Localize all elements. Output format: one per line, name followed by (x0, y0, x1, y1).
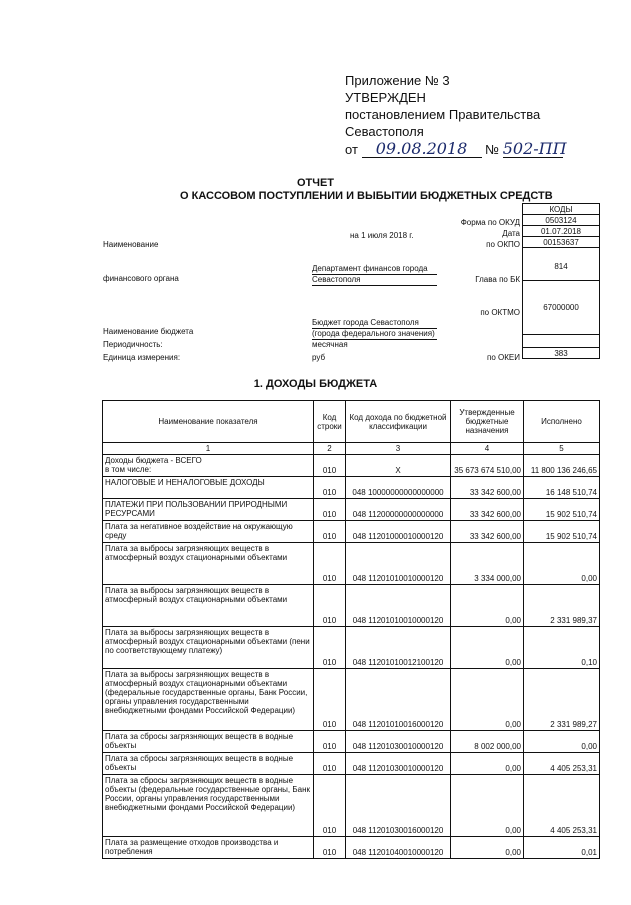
row-name: ПЛАТЕЖИ ПРИ ПОЛЬЗОВАНИИ ПРИРОДНЫМИ РЕСУРСАМИ (103, 499, 314, 521)
table-row (103, 753, 600, 775)
row-code: 010 (314, 837, 346, 859)
okei-value: 383 (523, 348, 600, 359)
row-done: 16 148 510,74 (524, 477, 600, 499)
row-name: Плата за размещение отходов производства и потребления (103, 837, 314, 859)
budget-value (312, 318, 437, 340)
col-header-kbk: Код дохода по бюджетной классификации (346, 401, 451, 443)
row-code: 010 (314, 521, 346, 543)
bk-value: 814 (523, 248, 600, 281)
row-kbk: 048 11201010010000120 (346, 543, 451, 585)
okei-label: по ОКЕИ (487, 353, 520, 362)
row-kbk: 048 11201030010000120 (346, 753, 451, 775)
budget-value-1: Бюджет города Севастополя (312, 318, 437, 329)
fin-organ-value (312, 264, 437, 286)
row-kbk: 048 11201030010000120 (346, 731, 451, 753)
row-done: 4 405 253,31 (524, 753, 600, 775)
date-value: 01.07.2018 (523, 226, 600, 237)
col-header-name: Наименование показателя (103, 401, 314, 443)
period-value: месячная (312, 340, 348, 349)
report-date: на 1 июля 2018 г. (350, 231, 414, 240)
approved-by: постановлением Правительства (345, 107, 541, 122)
row-name: Доходы бюджета - ВСЕГО в том числе: (103, 455, 314, 477)
row-code: 010 (314, 455, 346, 477)
row-kbk: 048 10000000000000000 (346, 477, 451, 499)
row-code: 010 (314, 669, 346, 731)
row-done: 0,10 (524, 627, 600, 669)
name-label: Наименование (103, 240, 159, 249)
budget-value-2: (города федерального значения) (312, 329, 437, 340)
oktmo-value: 67000000 (523, 281, 600, 335)
row-done: 11 800 136 246,65 (524, 455, 600, 477)
row-approved: 0,00 (451, 669, 524, 731)
row-approved: 3 334 000,00 (451, 543, 524, 585)
table-row (103, 731, 600, 753)
row-name: Плата за сбросы загрязняющих веществ в водные объекты (федеральные государственные органы, Банк России, органы управления государственными внебюджетными фондами Российской Федерации) (103, 775, 314, 837)
row-kbk: 048 11201000010000120 (346, 521, 451, 543)
row-kbk: 048 11201010010000120 (346, 585, 451, 627)
period-label: Периодичность: (103, 340, 163, 349)
col-number: 2 (314, 443, 346, 455)
budget-label: Наименование бюджета (103, 327, 194, 336)
fin-organ-value-1: Департамент финансов города (312, 264, 437, 275)
date-label: Дата (502, 229, 520, 238)
col-header-code: Код строки (314, 401, 346, 443)
row-name: Плата за негативное воздействие на окружающую среду (103, 521, 314, 543)
unit-value: руб (312, 353, 326, 362)
approved-label: УТВЕРЖДЕН (345, 90, 426, 105)
row-approved: 0,00 (451, 775, 524, 837)
col-header-approved: Утвержденные бюджетные назначения (451, 401, 524, 443)
table-row (103, 543, 600, 585)
row-done: 0,01 (524, 837, 600, 859)
row-approved: 33 342 600,00 (451, 499, 524, 521)
row-done: 0,00 (524, 543, 600, 585)
row-done: 15 902 510,74 (524, 521, 600, 543)
income-rows (103, 455, 600, 859)
row-kbk: X (346, 455, 451, 477)
approval-block (345, 72, 595, 158)
report-subtitle: О КАССОВОМ ПОСТУПЛЕНИИ И ВЫБЫТИИ БЮДЖЕТНЫХ СРЕДСТВ (180, 190, 553, 202)
row-approved: 8 002 000,00 (451, 731, 524, 753)
row-approved: 33 342 600,00 (451, 477, 524, 499)
appendix-number: Приложение № 3 (345, 73, 450, 88)
row-name: Плата за выбросы загрязняющих веществ в атмосферный воздух стационарными объектами (федеральные государственные органы, Банк России, органы управления государственными внебюджетными фондами Российской Федерации) (103, 669, 314, 731)
row-name: Плата за выбросы загрязняющих веществ в атмосферный воздух стационарными объектами (пени по соответствующему платежу) (103, 627, 314, 669)
row-kbk: 048 11200000000000000 (346, 499, 451, 521)
approval-date-line (345, 140, 595, 158)
table-row (103, 455, 600, 477)
table-row (103, 669, 600, 731)
row-code: 010 (314, 775, 346, 837)
row-name: НАЛОГОВЫЕ И НЕНАЛОГОВЫЕ ДОХОДЫ (103, 477, 314, 499)
table-row (103, 627, 600, 669)
row-done: 4 405 253,31 (524, 775, 600, 837)
col-header-done: Исполнено (524, 401, 600, 443)
row-approved: 0,00 (451, 837, 524, 859)
row-name: Плата за сбросы загрязняющих веществ в водные объекты (103, 753, 314, 775)
row-code: 010 (314, 543, 346, 585)
col-number: 5 (524, 443, 600, 455)
fin-organ-label: финансового органа (103, 274, 179, 283)
col-number: 4 (451, 443, 524, 455)
row-kbk: 048 11201040010000120 (346, 837, 451, 859)
okpo-label: по ОКПО (486, 240, 520, 249)
approval-number: 502-ПП (502, 139, 567, 158)
number-prefix: № (485, 142, 500, 157)
row-name: Плата за сбросы загрязняющих веществ в водные объекты (103, 731, 314, 753)
section-title: 1. ДОХОДЫ БЮДЖЕТА (253, 378, 378, 390)
approval-date: 09.08.2018 (362, 140, 482, 158)
row-done: 0,00 (524, 731, 600, 753)
col-number: 1 (103, 443, 314, 455)
date-prefix: от (345, 142, 358, 157)
row-code: 010 (314, 753, 346, 775)
okud-value: 0503124 (523, 215, 600, 226)
table-row (103, 837, 600, 859)
row-code: 010 (314, 477, 346, 499)
okpo-value: 00153637 (523, 237, 600, 248)
row-kbk: 048 11201010012100120 (346, 627, 451, 669)
row-approved: 0,00 (451, 627, 524, 669)
table-row (103, 499, 600, 521)
unit-label: Единица измерения: (103, 353, 181, 362)
codes-header: КОДЫ (523, 204, 600, 215)
row-done: 2 331 989,37 (524, 585, 600, 627)
col-number: 3 (346, 443, 451, 455)
row-code: 010 (314, 731, 346, 753)
row-name: Плата за выбросы загрязняющих веществ в атмосферный воздух стационарными объектами (103, 543, 314, 585)
row-done: 15 902 510,74 (524, 499, 600, 521)
row-name: Плата за выбросы загрязняющих веществ в атмосферный воздух стационарными объектами (103, 585, 314, 627)
row-code: 010 (314, 585, 346, 627)
row-kbk: 048 11201010016000120 (346, 669, 451, 731)
row-approved: 0,00 (451, 753, 524, 775)
okud-label: Форма по ОКУД (460, 218, 520, 227)
income-table (102, 400, 600, 859)
bk-label: Глава по БК (475, 275, 520, 284)
row-approved: 35 673 674 510,00 (451, 455, 524, 477)
row-kbk: 048 11201030016000120 (346, 775, 451, 837)
table-row (103, 585, 600, 627)
row-code: 010 (314, 627, 346, 669)
row-done: 2 331 989,27 (524, 669, 600, 731)
approved-city: Севастополя (345, 124, 424, 139)
fin-organ-value-2: Севастополя (312, 275, 437, 286)
row-code: 010 (314, 499, 346, 521)
empty-code-cell (523, 335, 600, 348)
table-row (103, 775, 600, 837)
row-approved: 33 342 600,00 (451, 521, 524, 543)
row-approved: 0,00 (451, 585, 524, 627)
table-row (103, 477, 600, 499)
table-row (103, 521, 600, 543)
report-title: ОТЧЕТ (296, 177, 335, 189)
codes-table (522, 203, 600, 359)
oktmo-label: по ОКТМО (480, 308, 520, 317)
